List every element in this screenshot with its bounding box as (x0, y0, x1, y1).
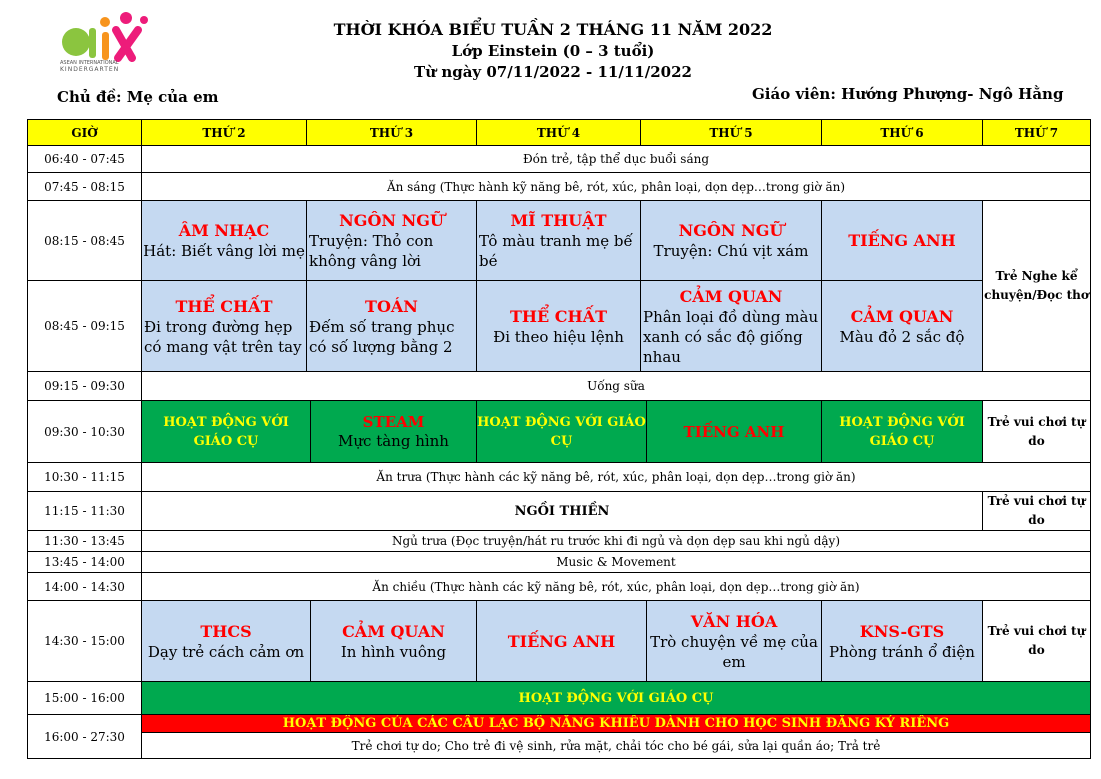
activity-title: CẢM QUAN (850, 306, 954, 326)
activity-desc: In hình vuông (340, 642, 447, 661)
activity-title: HOẠT ĐỘNG VỚI GIÁO CỤ (477, 414, 646, 449)
activity-cell (142, 201, 307, 281)
logo-text-2: KINDERGARTEN (60, 66, 120, 73)
activity-desc: Trò chuyện về mẹ của em (650, 632, 818, 671)
time-slot: 15:00 - 16:00 (28, 682, 142, 715)
activity-title: HOẠT ĐỘNG VỚI GIÁO CỤ (163, 414, 289, 449)
schedule-title: THỜI KHÓA BIỂU TUẦN 2 THÁNG 11 NĂM 2022 (333, 20, 773, 39)
activity-cell (822, 601, 983, 682)
activity-cell (822, 281, 983, 372)
saturday-activity: Trẻ vui chơi tự do (983, 401, 1091, 463)
theme-label: Chủ đề: Mẹ của em (57, 88, 219, 106)
column-header-tuesday: THỨ 3 (307, 120, 477, 146)
activity-cell (822, 401, 983, 463)
activity-title: KNS-GTS (859, 621, 945, 641)
activity-title: NGÔN NGỮ (678, 221, 784, 240)
activity-title: TIẾNG ANH (683, 422, 785, 441)
time-slot: 08:15 - 08:45 (28, 201, 142, 281)
activity-cell (307, 281, 477, 372)
activity-title: TIẾNG ANH (848, 231, 956, 250)
activity-title: TOÁN (365, 296, 418, 316)
activity-title: THỂ CHẤT (175, 296, 273, 316)
date-range: Từ ngày 07/11/2022 - 11/11/2022 (414, 63, 692, 81)
activity-cell (641, 281, 822, 372)
activity-desc: Phân loại đồ dùng màu xanh có sắc độ giống nhau (643, 307, 819, 366)
span-activity: Ăn chiều (Thực hành các kỹ năng bê, rót, xúc, phân loại, dọn dẹp…trong giờ ăn) (142, 573, 1091, 601)
activity-desc: Màu đỏ 2 sắc độ (839, 327, 965, 346)
saturday-activity: Trẻ vui chơi tự do (983, 492, 1091, 531)
column-header-time: GIỜ (28, 120, 142, 146)
activity-desc: Truyện: Chú vịt xám (653, 242, 809, 260)
span-activity: Music & Movement (142, 552, 1091, 573)
span-activity: Uống sữa (142, 372, 1091, 401)
time-slot: 16:00 - 27:30 (28, 715, 142, 759)
activity-desc: Dạy trẻ cách cảm ơn (147, 642, 305, 661)
activity-desc: Hát: Biết vâng lời mẹ (143, 242, 305, 260)
activity-cell (477, 201, 641, 281)
teacher-label: Giáo viên: Hướng Phượng- Ngô Hằng (752, 85, 1064, 103)
column-header-friday: THỨ 6 (822, 120, 983, 146)
time-slot: 11:30 - 13:45 (28, 531, 142, 552)
activity-desc: Đi theo hiệu lệnh (493, 327, 624, 346)
activity-title: THCS (200, 621, 252, 641)
column-header-wednesday: THỨ 4 (477, 120, 641, 146)
activity-title: STEAM (362, 412, 425, 431)
span-activity: Ăn sáng (Thực hành kỹ năng bê, rót, xúc, phân loại, dọn dẹp…trong giờ ăn) (142, 173, 1091, 201)
activity-title: CẢM QUAN (342, 621, 445, 641)
activity-cell (477, 601, 647, 682)
span-activity: Ngủ trưa (Đọc truyện/hát ru trước khi đi ngủ và dọn dẹp sau khi ngủ dậy) (142, 531, 1091, 552)
activity-cell (311, 401, 477, 463)
activity-title: ÂM NHẠC (178, 221, 270, 240)
time-slot: 14:30 - 15:00 (28, 601, 142, 682)
activity-desc: Đếm số trang phục có số lượng bằng 2 (309, 317, 455, 356)
activity-cell (647, 601, 822, 682)
time-slot: 13:45 - 14:00 (28, 552, 142, 573)
activity-title: MĨ THUẬT (510, 211, 607, 230)
time-slot: 08:45 - 09:15 (28, 281, 142, 372)
activity-desc: Phòng tránh ổ điện (829, 642, 975, 661)
activity-title: CẢM QUAN (679, 286, 783, 306)
timetable (27, 119, 1091, 759)
column-header-monday: THỨ 2 (142, 120, 307, 146)
time-slot: 11:15 - 11:30 (28, 492, 142, 531)
activity-title: VĂN HÓA (690, 611, 778, 631)
column-header-thursday: THỨ 5 (641, 120, 822, 146)
school-logo (58, 8, 162, 76)
activity-title: TIẾNG ANH (507, 631, 616, 651)
activity-cell (477, 281, 641, 372)
club-banner: HOẠT ĐỘNG CỦA CÁC CÂU LẠC BỘ NĂNG KHIẾU DÀNH CHO HỌC SINH ĐĂNG KÝ RIÊNG (142, 715, 1091, 733)
activity-cell (142, 601, 311, 682)
activity-cell (307, 201, 477, 281)
activity-desc: Truyện: Thỏ con không vâng lời (309, 232, 434, 270)
activity-desc: Mực tàng hình (338, 431, 449, 450)
activity-cell (647, 401, 822, 463)
span-activity: Đón trẻ, tập thể dục buổi sáng (142, 146, 1091, 173)
saturday-activity: Trẻ Nghe kể chuyện/Đọc thơ (983, 201, 1091, 372)
time-slot: 09:30 - 10:30 (28, 401, 142, 463)
span-activity: HOẠT ĐỘNG VỚI GIÁO CỤ (142, 682, 1091, 715)
activity-title: THỂ CHẤT (510, 306, 607, 326)
span-activity: Ăn trưa (Thực hành các kỹ năng bê, rót, xúc, phân loại, dọn dẹp…trong giờ ăn) (142, 463, 1091, 492)
span-activity: Trẻ chơi tự do; Cho trẻ đi vệ sinh, rửa mặt, chải tóc cho bé gái, sửa lại quần áo; Trả trẻ (142, 733, 1091, 759)
activity-desc: Đi trong đường hẹp có mang vật trên tay (144, 317, 302, 356)
time-slot: 10:30 - 11:15 (28, 463, 142, 492)
activity-title: NGÔN NGỮ (339, 211, 444, 230)
time-slot: 07:45 - 08:15 (28, 173, 142, 201)
time-slot: 14:00 - 14:30 (28, 573, 142, 601)
activity-desc: Tô màu tranh mẹ bế bé (479, 232, 633, 270)
activity-cell (142, 281, 307, 372)
saturday-activity: Trẻ vui chơi tự do (983, 601, 1091, 682)
activity-title: HOẠT ĐỘNG VỚI GIÁO CỤ (839, 414, 965, 449)
activity-cell (311, 601, 477, 682)
activity-cell (822, 201, 983, 281)
activity-cell (641, 201, 822, 281)
time-slot: 09:15 - 09:30 (28, 372, 142, 401)
span-activity: NGỒI THIỀN (142, 492, 983, 531)
column-header-saturday: THỨ 7 (983, 120, 1091, 146)
logo-text-1: ASEAN INTERNATIONAL (60, 60, 119, 66)
activity-cell (477, 401, 647, 463)
activity-cell (142, 401, 311, 463)
class-name: Lớp Einstein (0 – 3 tuổi) (451, 42, 655, 60)
time-slot: 06:40 - 07:45 (28, 146, 142, 173)
